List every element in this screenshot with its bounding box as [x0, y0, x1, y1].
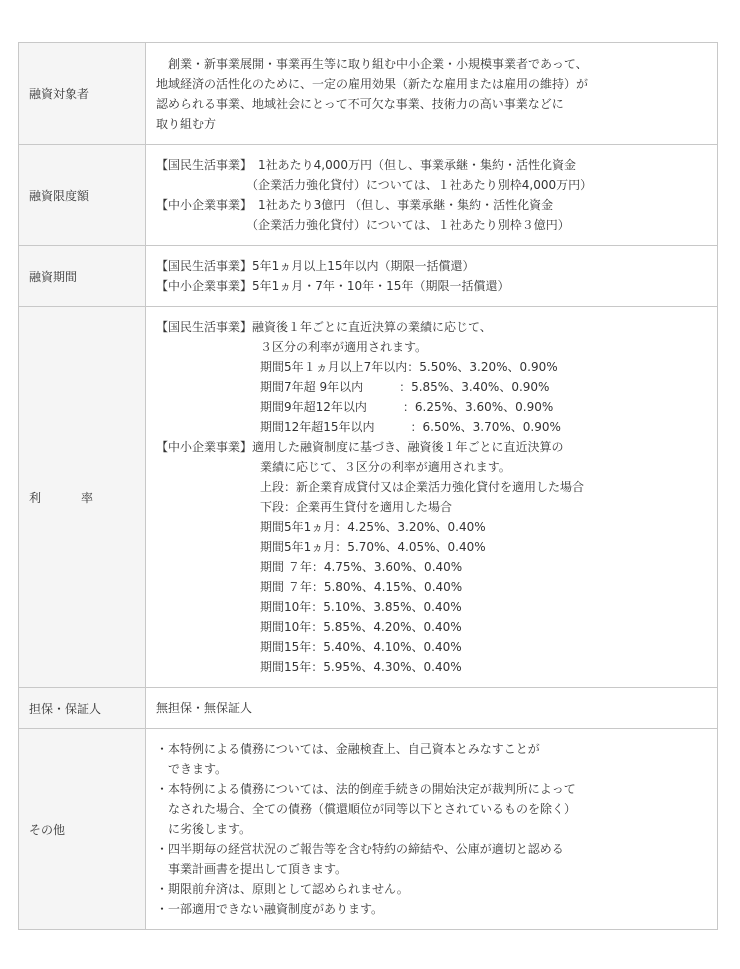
text-line: 期間9年超12年以内 ：6.25%、3.60%、0.90%: [260, 400, 554, 414]
row-header-other: その他: [19, 729, 146, 930]
text-line: ・本特例による債務については、法的倒産手続きの開始決定が裁判所によって: [156, 782, 576, 796]
text-line: 【中小企業事業】5年1ヵ月・7年・10年・15年（期限一括償還）: [156, 279, 510, 293]
table-row: [19, 145, 718, 246]
text-line: に劣後します。: [156, 822, 252, 836]
row-content-other: [146, 729, 718, 930]
rate-kokumin-title: 【国民生活事業】: [156, 320, 253, 334]
text-line: ・本特例による債務については、金融検査上、自己資本とみなすことが: [156, 742, 540, 756]
rate-label-first-char: 利: [29, 490, 42, 505]
text-line: ・一部適用できない融資制度があります。: [156, 902, 384, 916]
table-row: [19, 688, 718, 729]
text-line: 創業・新事業展開・事業再生等に取り組む中小企業・小規模事業者であって、: [156, 56, 588, 71]
text-line: ３区分の利率が適用されます。: [260, 340, 428, 354]
row-content-period: [146, 246, 718, 307]
text-line: 無担保・無保証人: [156, 701, 253, 715]
row-content-limit: [146, 145, 718, 246]
text-line: 事業計画書を提出して頂きます。: [156, 862, 348, 876]
text-line: できます。: [156, 762, 228, 776]
loan-terms-table: [18, 42, 718, 930]
text-line: （企業活力強化貸付）については、１社あたり別枠4,000万円）: [156, 178, 593, 192]
text-line: 期間10年：5.85%、4.20%、0.40%: [260, 620, 462, 634]
rate-kokumin-first-text: 融資後１年ごとに直近決算の業績に応じて、: [252, 320, 492, 334]
text-line: 業績に応じて、３区分の利率が適用されます。: [260, 460, 511, 474]
table-row: [19, 307, 718, 688]
text-line: 期間5年1ヵ月：5.70%、4.05%、0.40%: [260, 540, 486, 554]
row-content-target: [146, 43, 718, 145]
row-content-rate: [146, 307, 718, 688]
text-line: 期間5年1ヵ月：4.25%、3.20%、0.40%: [260, 520, 486, 534]
text-line: 下段：企業再生貸付を適用した場合: [260, 500, 453, 514]
text-line: 【国民生活事業】5年1ヵ月以上15年以内（期限一括償還）: [156, 259, 475, 273]
row-content-guarantee: [146, 688, 718, 729]
table-row: [19, 246, 718, 307]
row-header-guarantee: 担保・保証人: [19, 688, 146, 729]
text-line: 期間 ７年：4.75%、3.60%、0.40%: [260, 560, 463, 574]
table-row: [19, 43, 718, 145]
text-line: ・期限前弁済は、原則として認められません。: [156, 882, 409, 896]
rate-kokumin-first-line: [156, 317, 707, 337]
text-line: 上段：新企業育成貸付又は企業活力強化貸付を適用した場合: [260, 480, 585, 494]
text-line: 期間12年超15年以内 ：6.50%、3.70%、0.90%: [260, 420, 561, 434]
text-line: 期間7年超 9年以内 ：5.85%、3.40%、0.90%: [260, 380, 550, 394]
text-line: 取り組む方: [156, 116, 217, 131]
rate-chusho-title: 【中小企業事業】: [156, 440, 253, 454]
table-row: [19, 729, 718, 930]
text-line: 期間 ７年：5.80%、4.15%、0.40%: [260, 580, 463, 594]
text-line: （企業活力強化貸付）については、１社あたり別枠３億円）: [156, 218, 570, 232]
row-header-limit: 融資限度額: [19, 145, 146, 246]
text-line: なされた場合、全ての債務（償還順位が同等以下とされているものを除く）: [156, 802, 577, 816]
rate-label-second-char: 率: [81, 490, 94, 505]
row-header-period: 融資期間: [19, 246, 146, 307]
rate-chusho-first-text: 適用した融資制度に基づき、融資後１年ごとに直近決算の: [252, 440, 564, 454]
text-line: 期間15年：5.95%、4.30%、0.40%: [260, 660, 462, 674]
text-line: 期間10年：5.10%、3.85%、0.40%: [260, 600, 462, 614]
text-line: 期間15年：5.40%、4.10%、0.40%: [260, 640, 462, 654]
row-header-target: 融資対象者: [19, 43, 146, 145]
text-line: 【中小企業事業】 1社あたり3億円 （但し、事業承継・集約・活性化資金: [156, 198, 554, 212]
text-line: 【国民生活事業】 1社あたり4,000万円（但し、事業承継・集約・活性化資金: [156, 158, 576, 172]
loan-terms-table-wrapper: [18, 42, 718, 930]
rate-chusho-first-line: [156, 437, 707, 457]
text-line: 地域経済の活性化のために、一定の雇用効果（新たな雇用または雇用の維持）が: [156, 76, 589, 91]
text-line: 認められる事業、地域社会にとって不可欠な事業、技術力の高い事業などに: [156, 96, 564, 111]
text-line: ・四半期毎の経営状況のご報告等を含む特約の締結や、公庫が適切と認める: [156, 842, 564, 856]
text-line: 期間5年１ヵ月以上7年以内：5.50%、3.20%、0.90%: [260, 360, 558, 374]
row-header-rate: [19, 307, 146, 688]
